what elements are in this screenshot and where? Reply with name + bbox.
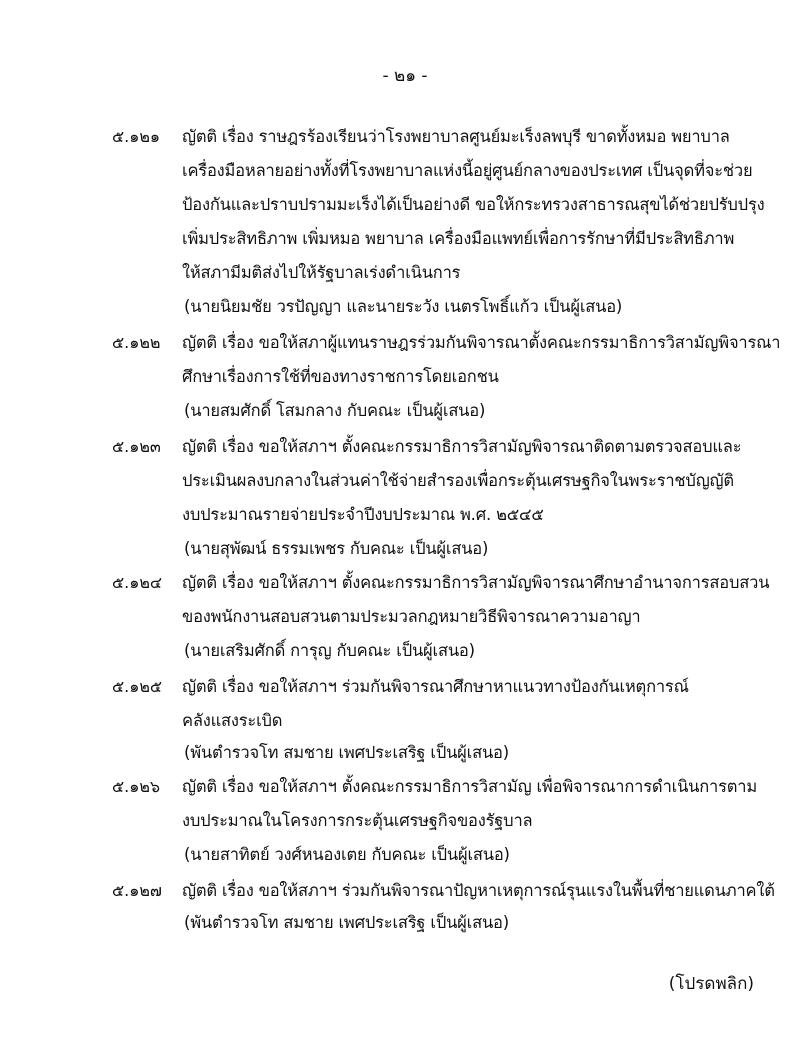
page-number: - ๒๑ -	[382, 66, 428, 86]
item-number: ๕.๑๒๕	[112, 677, 163, 696]
item-proposer: (พันตำรวจโท สมชาย เพศประเสริฐ เป็นผู้เสนอ)	[184, 743, 509, 762]
item-proposer: (นายนิยมชัย วรปัญญา และนายระวัง เนตรโพธิ์แก้ว เป็นผู้เสนอ)	[184, 297, 623, 316]
continue-note: (โปรดพลิก)	[668, 974, 754, 994]
item-proposer: (นายสมศักดิ์ โสมกลาง กับคณะ เป็นผู้เสนอ)	[184, 401, 486, 420]
item-text-line: เครื่องมือหลายอย่างทั้งที่โรงพยาบาลแห่งนี้อยู่ศูนย์กลางของประเทศ เป็นจุดที่จะช่วย	[182, 161, 753, 180]
item-text-line: งบประมาณรายจ่ายประจำปีงบประมาณ พ.ศ. ๒๕๔๕	[182, 505, 544, 524]
item-proposer: (นายสุพัฒน์ ธรรมเพชร กับคณะ เป็นผู้เสนอ)	[184, 539, 489, 558]
item-text-line: งบประมาณในโครงการกระตุ้นเศรษฐกิจของรัฐบาล	[182, 811, 533, 830]
item-number: ๕.๑๒๔	[112, 573, 163, 592]
item-text-line: ญัตติ เรื่อง ขอให้สภาฯ ร่วมกันพิจารณาศึกษาหาแนวทางป้องกันเหตุการณ์	[182, 677, 689, 696]
item-text-line: ญัตติ เรื่อง ขอให้สภาฯ ตั้งคณะกรรมาธิการวิสามัญ เพื่อพิจารณาการดำเนินการตาม	[182, 777, 758, 796]
item-number: ๕.๑๒๑	[112, 127, 161, 146]
item-number: ๕.๑๒๒	[112, 333, 161, 352]
item-text-line: ศึกษาเรื่องการใช้ที่ของทางราชการโดยเอกชน	[182, 367, 499, 386]
item-text-line: ป้องกันและปราบปรามมะเร็งได้เป็นอย่างดี ขอให้กระทรวงสาธารณสุขได้ช่วยปรับปรุง	[182, 195, 765, 214]
item-text-line: เพิ่มประสิทธิภาพ เพิ่มหมอ พยาบาล เครื่องมือแพทย์เพื่อการรักษาที่มีประสิทธิภาพ	[182, 229, 735, 248]
item-proposer: (พันตำรวจโท สมชาย เพศประเสริฐ เป็นผู้เสนอ)	[184, 913, 509, 932]
item-text-line: ให้สภามีมติส่งไปให้รัฐบาลเร่งดำเนินการ	[182, 263, 461, 282]
item-number: ๕.๑๒๗	[112, 881, 162, 900]
item-text-line: ของพนักงานสอบสวนตามประมวลกฎหมายวิธีพิจารณาความอาญา	[182, 607, 641, 626]
item-text-line: ญัตติ เรื่อง ราษฎรร้องเรียนว่าโรงพยาบาลศูนย์มะเร็งลพบุรี ขาดทั้งหมอ พยาบาล	[182, 127, 730, 146]
item-text-line: ญัตติ เรื่อง ขอให้สภาฯ ตั้งคณะกรรมาธิการวิสามัญพิจารณาติดตามตรวจสอบและ	[182, 437, 742, 456]
item-text-line: ญัตติ เรื่อง ขอให้สภาฯ ร่วมกันพิจารณาปัญหาเหตุการณ์รุนแรงในพื้นที่ชายแดนภาคใต้	[182, 881, 775, 900]
item-number: ๕.๑๒๓	[112, 437, 161, 456]
item-text-line: ญัตติ เรื่อง ขอให้สภาฯ ตั้งคณะกรรมาธิการวิสามัญพิจารณาศึกษาอำนาจการสอบสวน	[182, 573, 770, 592]
item-proposer: (นายสาทิตย์ วงศ์หนองเตย กับคณะ เป็นผู้เสนอ)	[184, 845, 510, 864]
item-proposer: (นายเสริมศักดิ์ การุญ กับคณะ เป็นผู้เสนอ)	[184, 641, 475, 660]
item-number: ๕.๑๒๖	[112, 777, 161, 796]
item-text-line: คลังแสงระเบิด	[182, 711, 283, 730]
item-text-line: ประเมินผลงบกลางในส่วนค่าใช้จ่ายสำรองเพื่อกระตุ้นเศรษฐกิจในพระราชบัญญัติ	[182, 471, 734, 490]
item-text-line: ญัตติ เรื่อง ขอให้สภาผู้แทนราษฎรร่วมกันพิจารณาตั้งคณะกรรมาธิการวิสามัญพิจารณา	[182, 333, 781, 352]
